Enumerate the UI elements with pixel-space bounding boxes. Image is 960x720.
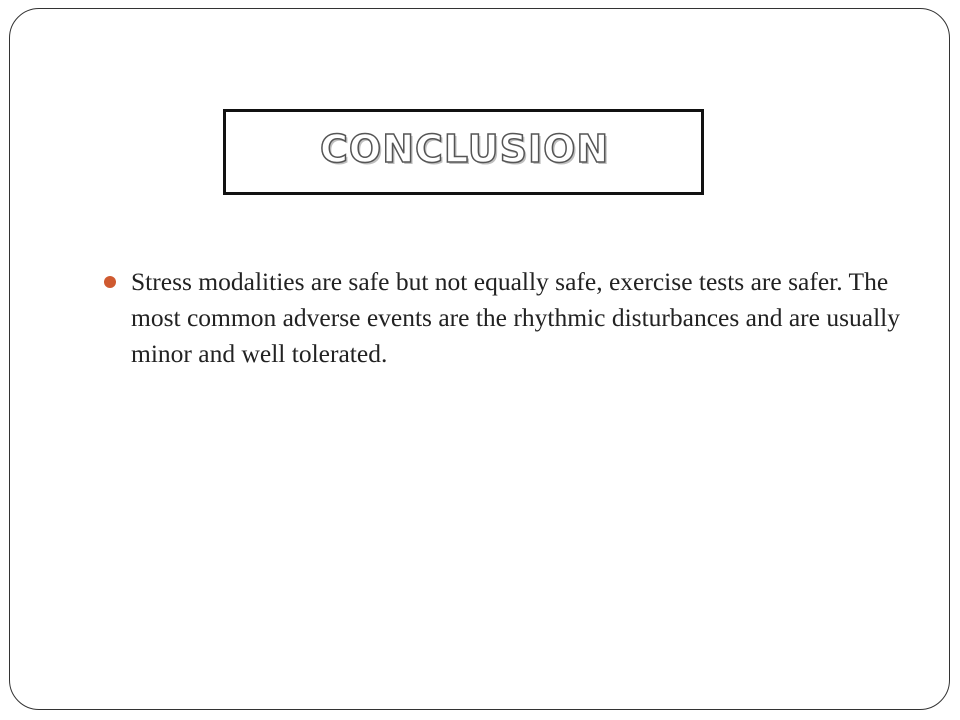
bullet-list (104, 264, 904, 372)
bullet-dot-icon (104, 276, 116, 288)
bullet-item (104, 264, 904, 372)
title-box (223, 109, 704, 195)
bullet-text: Stress modalities are safe but not equally safe, exercise tests are safer. The most common adverse events are the rhythmic disturbances and are usually minor and well tolerated. (131, 267, 901, 368)
slide-title: CONCLUSION (320, 127, 610, 171)
